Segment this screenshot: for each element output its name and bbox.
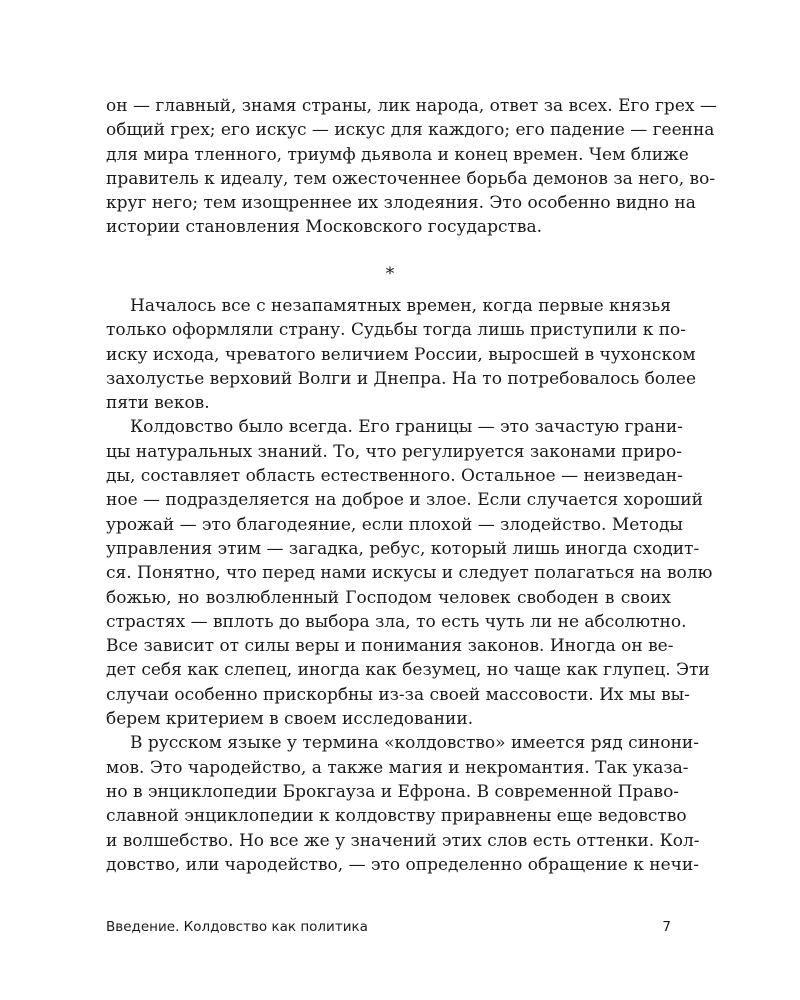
text-line: славной энциклопедии к колдовству приравнены еще ведовство xyxy=(106,806,687,827)
text-line: для мира тленного, триумф дьявола и конец времен. Чем ближе xyxy=(106,144,689,165)
text-line: только оформляли страну. Судьбы тогда лишь приступили к по- xyxy=(106,320,687,341)
text-line: В русском языке у термина «колдовство» имеется ряд синони- xyxy=(130,733,700,754)
page-number: 7 xyxy=(662,919,671,935)
running-title: Введение. Колдовство как политика xyxy=(106,919,368,935)
text-line: цы натуральных знаний. То, что регулируется законами приро- xyxy=(106,441,682,462)
text-line: Колдовство было всегда. Его границы — это зачастую грани- xyxy=(130,417,683,438)
text-line: случаи особенно прискорбны из-за своей массовости. Их мы вы- xyxy=(106,684,690,705)
text-line: но в энциклопедии Брокгауза и Ефрона. В современной Право- xyxy=(106,781,680,802)
body-text xyxy=(106,294,713,877)
text-line: правитель к идеалу, тем ожесточеннее борьба демонов за него, во- xyxy=(106,168,716,189)
text-line: иску исхода, чреватого величием России, выросшей в чухонском xyxy=(106,344,696,365)
text-line: ное — подразделяется на доброе и злое. Если случается хороший xyxy=(106,490,703,511)
text-line: божью, но возлюбленный Господом человек свободен в своих xyxy=(106,587,671,608)
text-line: Все зависит от силы веры и понимания законов. Иногда он ве- xyxy=(106,636,674,657)
text-line: берем критерием в своем исследовании. xyxy=(106,709,474,730)
text-line: истории становления Московского государства. xyxy=(106,217,542,238)
text-line: урожай — это благодеяние, если плохой — злодейство. Методы xyxy=(106,514,683,535)
section-separator: * xyxy=(385,264,395,284)
text-line: он — главный, знамя страны, лик народа, ответ за всех. Его грех — xyxy=(106,96,717,116)
text-line: общий грех; его искус — искус для каждого; его падение — геенна xyxy=(106,120,715,141)
text-line: ся. Понятно, что перед нами искусы и следует полагаться на волю xyxy=(106,563,713,584)
text-line: довство, или чародейство, — это определенно обращение к нечи- xyxy=(106,854,699,875)
text-line: управления этим — загадка, ребус, который лишь иногда сходит- xyxy=(106,538,700,559)
running-footer xyxy=(106,916,671,938)
text-line: и волшебство. Но все же у значений этих слов есть оттенки. Кол- xyxy=(106,830,700,851)
text-line: пяти веков. xyxy=(106,393,210,414)
text-line: захолустье верховий Волги и Днепра. На то потребовалось более xyxy=(106,368,697,389)
paragraph-continued xyxy=(106,94,717,240)
text-line: мов. Это чародейство, а также магия и некромантия. Так указа- xyxy=(106,757,689,778)
text-line: страстях — вплоть до выбора зла, то есть чуть ли не абсолютно. xyxy=(106,611,687,632)
text-line: Началось все с незапамятных времен, когда первые князья xyxy=(130,296,671,316)
text-line: дет себя как слепец, иногда как безумец, но чаще как глупец. Эти xyxy=(106,660,710,681)
text-line: круг него; тем изощреннее их злодеяния. Это особенно видно на xyxy=(106,193,696,214)
text-line: ды, составляет область естественного. Остальное — неизведан- xyxy=(106,466,683,487)
